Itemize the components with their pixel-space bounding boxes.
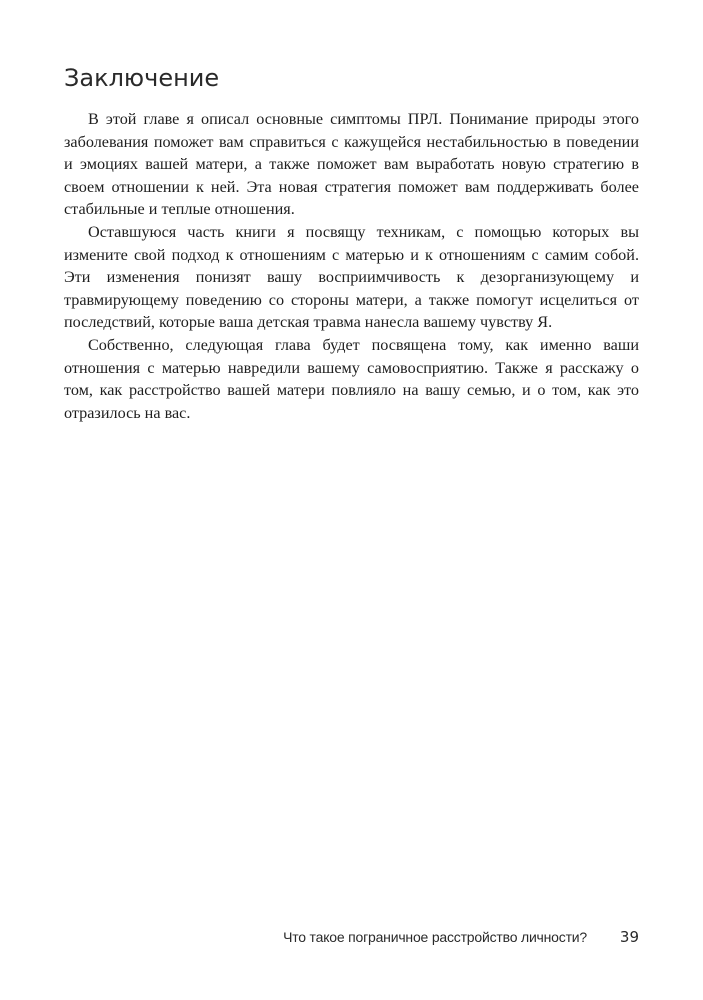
paragraph-3: Собственно, следующая глава будет посвящена тому, как именно ваши отношения с матерью навредили вашему самовосприятию. Также я расскажу о том, как расстройство вашей матери повлияло на вашу семью, и о том, как это отразилось на вас. xyxy=(64,335,639,422)
paragraph-2: Оставшуюся часть книги я посвящу техникам, с помощью которых вы измените свой подход к отношениям с матерью и к отношениям с самим собой. Эти изменения понизят вашу восприимчивость к дезорганизующему и травмирующему поведению со стороны матери, а также помогут исцелиться от последствий, которые ваша детская травма нанесла вашему чувству Я. xyxy=(64,222,639,332)
body-text xyxy=(64,108,639,424)
paragraph-1: В этой главе я описал основные симптомы ПРЛ. Понимание природы этого заболевания поможет вам справиться с кажущейся нестабильностью в поведении и эмоциях вашей матери, а также поможет вам выработать новую стратегию в своем отношении к ней. Эта новая стратегия поможет вам поддерживать более стабильные и теплые отношения. xyxy=(64,110,639,219)
running-footer-title: Что такое пограничное расстройство личности? xyxy=(283,929,587,945)
page-footer xyxy=(64,927,639,949)
section-heading: Заключение xyxy=(64,64,220,92)
page-number: 39 xyxy=(619,928,639,946)
